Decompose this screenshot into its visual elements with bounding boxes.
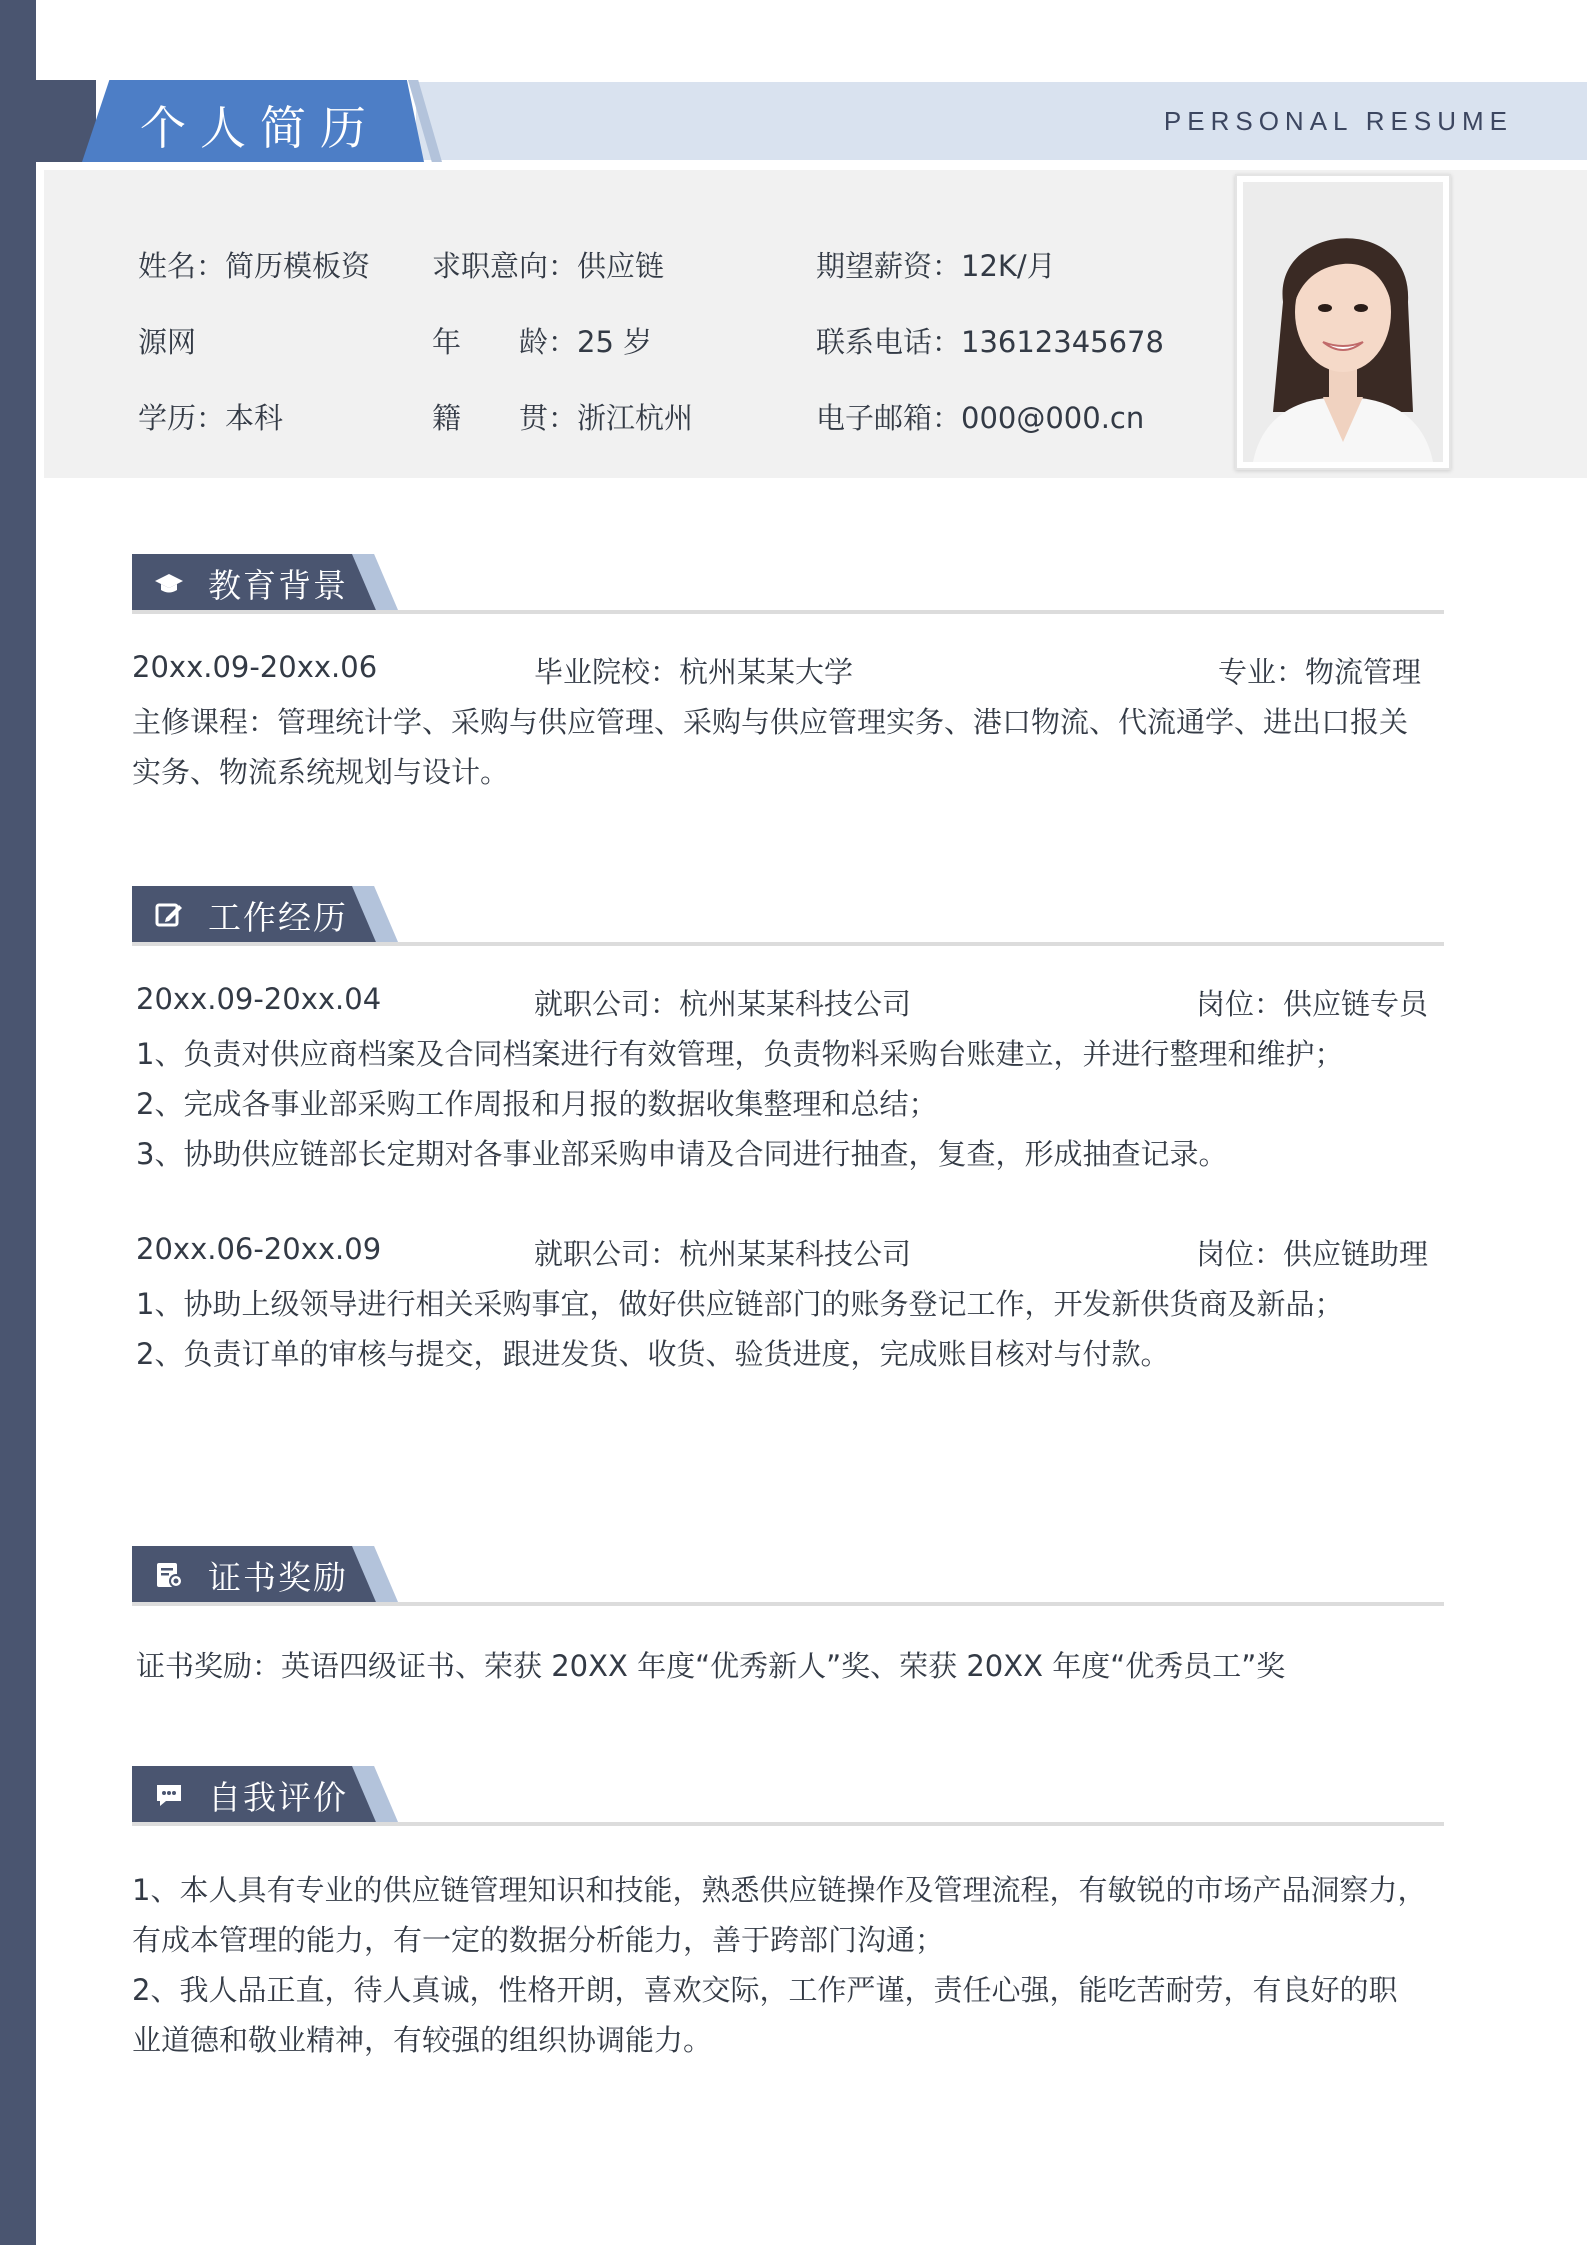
salary-field: 期望薪资：12K/月 bbox=[816, 249, 1056, 283]
edit-icon bbox=[154, 900, 184, 930]
job-2-company: 就职公司：杭州某某科技公司 bbox=[534, 1237, 912, 1271]
education-section-header bbox=[132, 554, 1444, 612]
job-1-company: 就职公司：杭州某某科技公司 bbox=[534, 987, 912, 1021]
job-1-duty: 3、协助供应链部长定期对各事业部采购申请及合同进行抽查，复查，形成抽查记录。 bbox=[136, 1137, 1228, 1171]
awards-section-header bbox=[132, 1546, 1444, 1604]
phone-field: 联系电话：13612345678 bbox=[816, 325, 1164, 359]
self-evaluation-section-header bbox=[132, 1766, 1444, 1824]
page-subtitle: PERSONAL RESUME bbox=[1163, 106, 1513, 136]
education-section-title: 教育背景 bbox=[208, 566, 348, 605]
awards-section bbox=[132, 1546, 1444, 1604]
left-accent-bar bbox=[0, 0, 36, 2245]
name-field-cont: 源网 bbox=[138, 325, 197, 359]
email-field: 电子邮箱：000@000.cn bbox=[816, 401, 1145, 435]
self-evaluation-text: 有成本管理的能力，有一定的数据分析能力，善于跨部门沟通； bbox=[132, 1923, 945, 1957]
self-evaluation-text: 2、我人品正直，待人真诚，性格开朗，喜欢交际，工作严谨，责任心强，能吃苦耐劳，有良好的职 bbox=[132, 1973, 1398, 2007]
name-field: 姓名：简历模板资 bbox=[138, 249, 371, 283]
job-1-period: 20xx.09-20xx.04 bbox=[136, 982, 382, 1016]
education-period: 20xx.09-20xx.06 bbox=[132, 650, 378, 684]
education-courses: 主修课程：管理统计学、采购与供应管理、采购与供应管理实务、港口物流、代流通学、进出口报关 bbox=[132, 705, 1409, 739]
education-section bbox=[132, 554, 1444, 612]
job-1-duty: 1、负责对供应商档案及合同档案进行有效管理，负责物料采购台账建立，并进行整理和维护； bbox=[136, 1037, 1344, 1071]
self-evaluation-section bbox=[132, 1766, 1444, 1824]
awards-text: 证书奖励：英语四级证书、荣获 20XX 年度“优秀新人”奖、荣获 20XX 年度“优秀员工”奖 bbox=[136, 1649, 1286, 1683]
age-field: 年 龄：25 岁 bbox=[432, 325, 653, 359]
graduation-cap-icon bbox=[154, 568, 184, 598]
resume-header bbox=[36, 80, 1587, 162]
profile-photo bbox=[1235, 174, 1451, 470]
job-intent-field: 求职意向：供应链 bbox=[432, 249, 665, 283]
page-title: 个人简历 bbox=[140, 101, 380, 155]
job-1-position: 岗位：供应链专员 bbox=[1196, 987, 1429, 1021]
awards-section-title: 证书奖励 bbox=[208, 1558, 348, 1597]
education-courses-cont: 实务、物流系统规划与设计。 bbox=[132, 755, 510, 789]
education-school: 毕业院校：杭州某某大学 bbox=[534, 655, 854, 689]
portrait-illustration bbox=[1243, 182, 1443, 462]
self-evaluation-text: 业道德和敬业精神，有较强的组织协调能力。 bbox=[132, 2023, 713, 2057]
education-level-field: 学历：本科 bbox=[138, 401, 284, 435]
job-2-duty: 2、负责订单的审核与提交，跟进发货、收货、验货进度，完成账目核对与付款。 bbox=[136, 1337, 1170, 1371]
education-major: 专业：物流管理 bbox=[1218, 655, 1422, 689]
job-2-period: 20xx.06-20xx.09 bbox=[136, 1232, 382, 1266]
work-section-title: 工作经历 bbox=[208, 898, 348, 937]
job-1-duty: 2、完成各事业部采购工作周报和月报的数据收集整理和总结； bbox=[136, 1087, 938, 1121]
certificate-icon bbox=[154, 1560, 184, 1590]
origin-field: 籍 贯：浙江杭州 bbox=[432, 401, 694, 435]
work-section bbox=[132, 886, 1444, 944]
chat-icon bbox=[154, 1780, 184, 1810]
self-evaluation-text: 1、本人具有专业的供应链管理知识和技能，熟悉供应链操作及管理流程，有敏锐的市场产品洞察力， bbox=[132, 1873, 1427, 1907]
job-2-duty: 1、协助上级领导进行相关采购事宜，做好供应链部门的账务登记工作，开发新供货商及新品； bbox=[136, 1287, 1344, 1321]
work-section-header bbox=[132, 886, 1444, 944]
job-2-position: 岗位：供应链助理 bbox=[1196, 1237, 1429, 1271]
self-evaluation-section-title: 自我评价 bbox=[208, 1778, 348, 1817]
